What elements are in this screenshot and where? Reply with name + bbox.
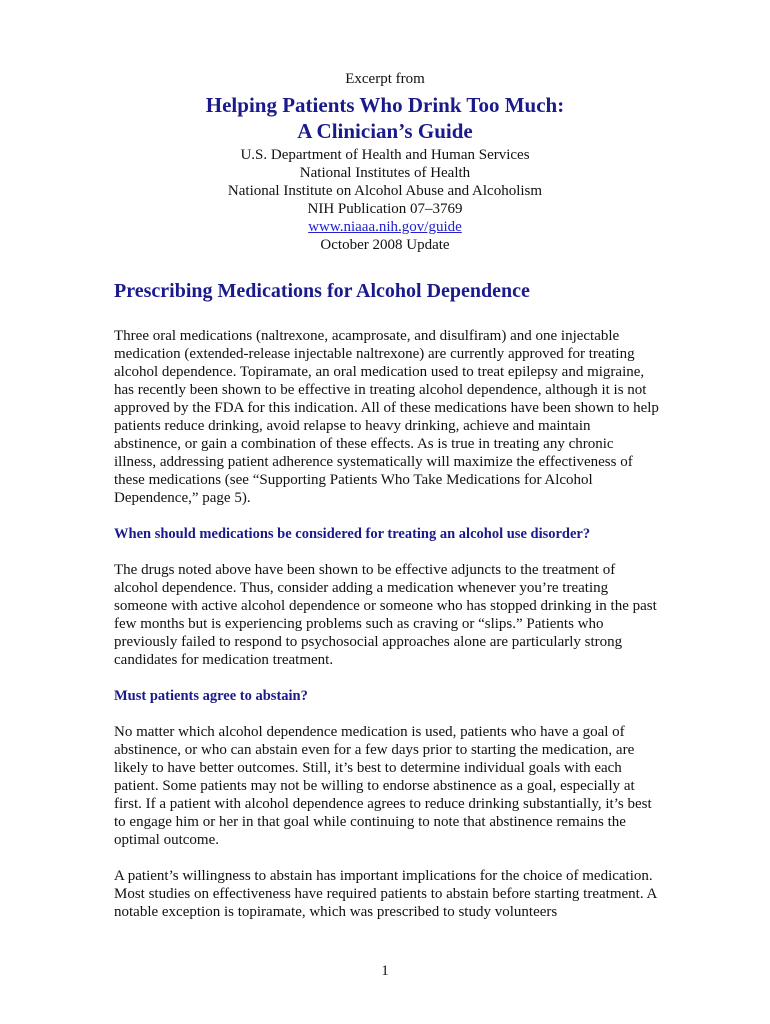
document-header xyxy=(0,70,770,254)
main-content xyxy=(114,279,659,939)
institutes-line: National Institutes of Health xyxy=(299,165,471,181)
update-line: October 2008 Update xyxy=(320,237,450,253)
excerpt-label: Excerpt from xyxy=(345,71,425,87)
page-number: 1 xyxy=(381,963,389,979)
answer-paragraph-2a: No matter which alcohol dependence medication is used, patients who have a goal of abstinence, or who can abstain even for a few days prior to starting the medication, are likely to have better outcomes. Still, it’s best to determine individual goals with each patient. Some patients may not be willing to endorse abstinence as a goal, especially at first. If a patient with alcohol dependence agrees to reduce drinking substantially, it’s best to engage him or her in that goal while continuing to note that abstinence remains the optimal outcome. xyxy=(114,724,652,848)
guide-title-line-1: Helping Patients Who Drink Too Much: xyxy=(205,93,565,117)
intro-paragraph: Three oral medications (naltrexone, acamprosate, and disulfiram) and one injectable medication (extended-release injectable naltrexone) are currently approved for treating alcohol dependence. Topiramate, an oral medication used to treat epilepsy and migraine, has recently been shown to be effective in treating alcohol dependence, although it is not approved by the FDA for this indication. All of these medications have been shown to help patients reduce drinking, avoid relapse to heavy drinking, achieve and maintain abstinence, or gain a combination of these effects. As is true in treating any chronic illness, addressing patient adherence systematically will maximize the effectiveness of these medications (see “Supporting Patients Who Take Medications for Alcohol Dependence,” page 5). xyxy=(114,328,659,506)
guide-title-line-2: A Clinician’s Guide xyxy=(297,119,473,143)
section-title: Prescribing Medications for Alcohol Dependence xyxy=(114,280,530,302)
guide-link[interactable]: www.niaaa.nih.gov/guide xyxy=(308,219,462,235)
department-line: U.S. Department of Health and Human Services xyxy=(240,147,530,163)
guide-title xyxy=(0,92,770,144)
institute-line: National Institute on Alcohol Abuse and Alcoholism xyxy=(227,183,543,199)
answer-paragraph-1: The drugs noted above have been shown to be effective adjuncts to the treatment of alcohol dependence. Thus, consider adding a medication whenever you’re treating someone with active alcohol dependence or someone who has stopped drinking in the past few months but is experiencing problems such as craving or “slips.” Patients who previously failed to respond to psychosocial approaches alone are particularly strong candidates for medication treatment. xyxy=(114,562,657,668)
answer-paragraph-2b: A patient’s willingness to abstain has important implications for the choice of medication. Most studies on effectiveness have required patients to abstain before starting treatment. A notable exception is topiramate, which was prescribed to study volunteers xyxy=(114,868,657,920)
publication-line: NIH Publication 07–3769 xyxy=(307,201,463,217)
question-heading-2: Must patients agree to abstain? xyxy=(114,688,308,704)
question-heading-1: When should medications be considered for treating an alcohol use disorder? xyxy=(114,526,591,542)
